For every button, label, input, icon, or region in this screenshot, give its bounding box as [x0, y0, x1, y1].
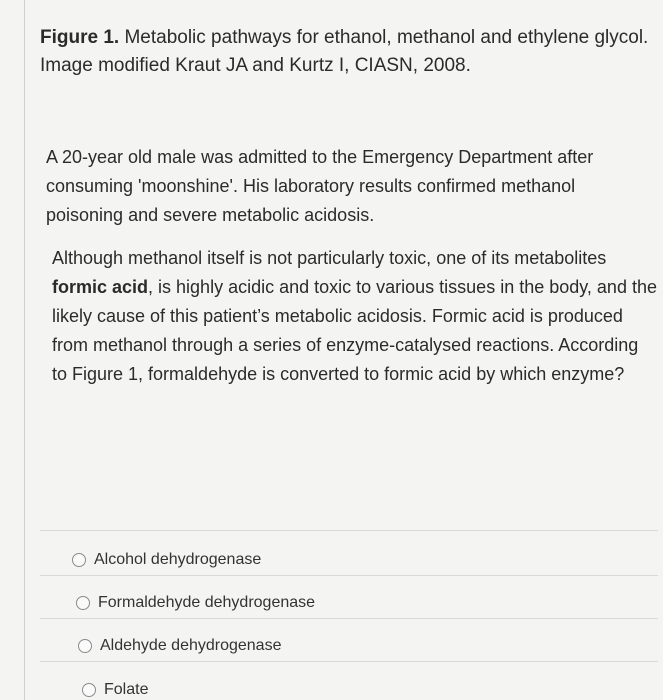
radio-button-icon[interactable]: [76, 596, 90, 610]
question-text: [46, 143, 658, 389]
question-prompt: [46, 244, 658, 389]
options-divider: [40, 530, 658, 531]
radio-button-icon[interactable]: [82, 683, 96, 697]
radio-button-icon[interactable]: [78, 639, 92, 653]
option-folate[interactable]: [82, 676, 148, 700]
figure-caption: [40, 24, 655, 80]
option-aldehyde-dehydrogenase[interactable]: [78, 632, 281, 660]
prompt-before: Although methanol itself is not particularly toxic, one of its metabolites: [52, 248, 607, 268]
content-border: [24, 0, 25, 700]
radio-button-icon[interactable]: [72, 553, 86, 567]
case-description: A 20-year old male was admitted to the Emergency Department after consuming 'moonshine'. His laboratory results confirmed methanol poisoning and severe metabolic acidosis.: [46, 147, 594, 225]
option-label: Formaldehyde dehydrogenase: [98, 594, 316, 611]
figure-caption-text: Metabolic pathways for ethanol, methanol and ethylene glycol.: [119, 27, 649, 48]
option-divider: [40, 575, 658, 576]
figure-caption-line: [40, 24, 655, 52]
option-alcohol-dehydrogenase[interactable]: [72, 546, 261, 574]
figure-label: Figure 1.: [40, 27, 120, 48]
option-formaldehyde-dehydrogenase[interactable]: [76, 589, 315, 617]
figure-source: Image modified Kraut JA and Kurtz I, CIASN, 2008.: [40, 55, 471, 76]
option-label: Aldehyde dehydrogenase: [100, 637, 282, 654]
option-label: Folate: [104, 681, 149, 698]
prompt-after: , is highly acidic and toxic to various tissues in the body, and the likely cause of this patient’s metabolic acidosis. Formic acid is produced from methanol through a series of enzyme-catalysed reactions. According to Figure 1, formaldehyde is converted to formic acid by which enzyme?: [52, 277, 657, 384]
prompt-bold-term: formic acid: [52, 277, 149, 297]
option-divider: [40, 661, 658, 662]
option-divider: [40, 618, 658, 619]
option-label: Alcohol dehydrogenase: [94, 551, 262, 568]
